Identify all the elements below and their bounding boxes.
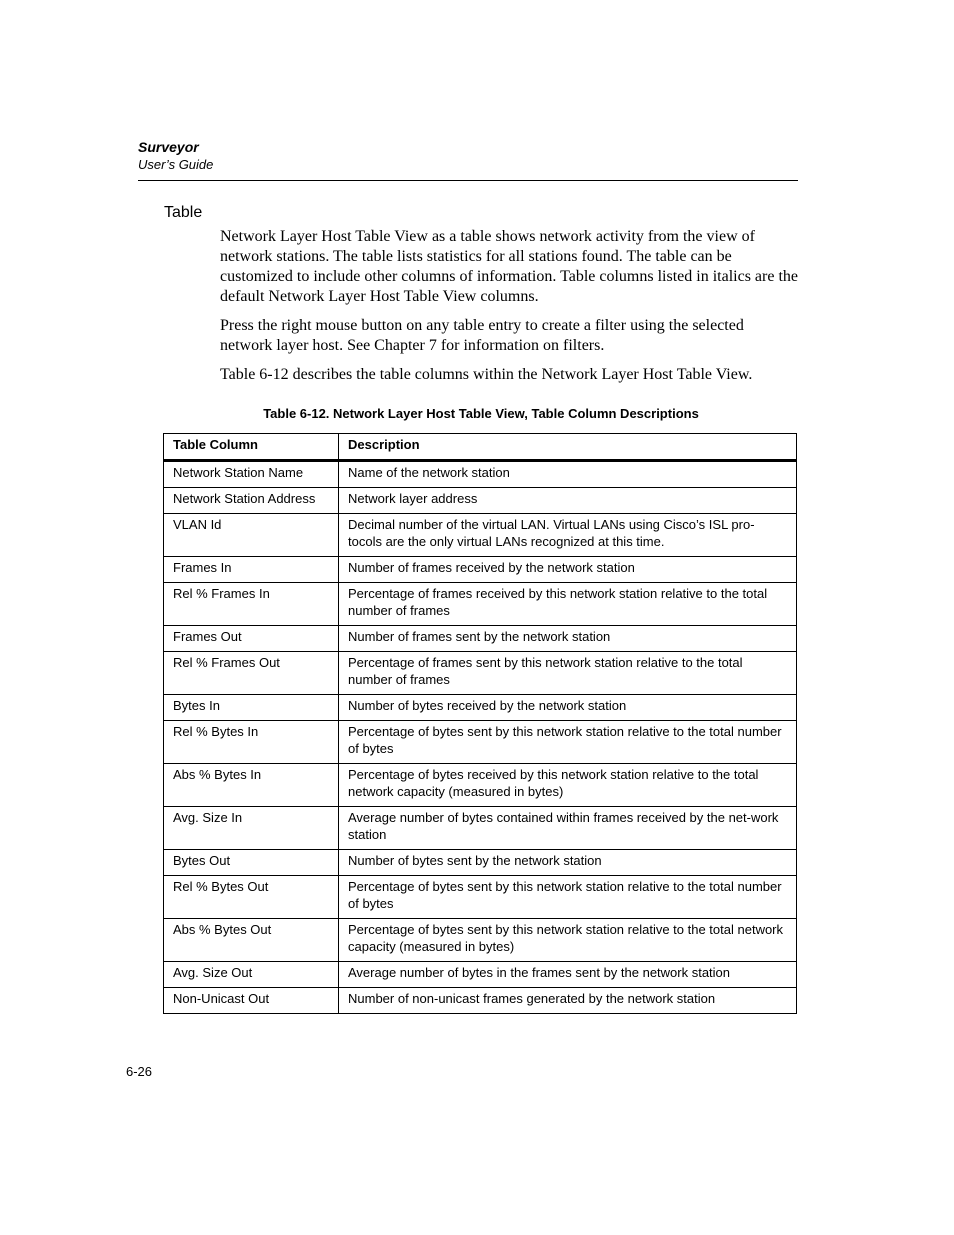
- column-name-cell: Frames Out: [164, 626, 339, 652]
- column-description-table: [163, 433, 797, 1014]
- table-row: [164, 461, 797, 488]
- column-name-cell: Abs % Bytes Out: [164, 919, 339, 962]
- column-name-cell: Rel % Bytes Out: [164, 876, 339, 919]
- running-header: [138, 139, 798, 173]
- description-cell: Percentage of bytes sent by this network station relative to the total network capacity (measured in bytes): [339, 919, 797, 962]
- table-row: [164, 988, 797, 1014]
- column-name-cell: Rel % Frames In: [164, 583, 339, 626]
- description-cell: Percentage of frames received by this network station relative to the total number of frames: [339, 583, 797, 626]
- table-row: [164, 514, 797, 557]
- table-row: [164, 721, 797, 764]
- description-cell: Percentage of bytes sent by this network station relative to the total number of bytes: [339, 876, 797, 919]
- paragraph: Press the right mouse button on any table entry to create a filter using the selected network layer host. See Chapter 7 for information on filters.: [220, 317, 744, 354]
- header-description: Description: [339, 434, 797, 461]
- table-row: [164, 807, 797, 850]
- description-cell: Number of frames sent by the network station: [339, 626, 797, 652]
- description-cell: Number of non-unicast frames generated by the network station: [339, 988, 797, 1014]
- paragraph: Table 6-12 describes the table columns within the Network Layer Host Table View.: [220, 366, 753, 383]
- table-row: [164, 652, 797, 695]
- column-name-cell: Bytes Out: [164, 850, 339, 876]
- table-row: [164, 876, 797, 919]
- description-cell: Network layer address: [339, 488, 797, 514]
- table-row: [164, 695, 797, 721]
- description-cell: Number of frames received by the network station: [339, 557, 797, 583]
- table-row: [164, 850, 797, 876]
- table-caption: Table 6-12. Network Layer Host Table View, Table Column Descriptions: [263, 406, 699, 421]
- table-row: [164, 488, 797, 514]
- document-title: Surveyor: [138, 139, 199, 155]
- description-cell: Number of bytes received by the network station: [339, 695, 797, 721]
- description-cell: Number of bytes sent by the network station: [339, 850, 797, 876]
- body-text: [220, 227, 798, 394]
- paragraph: Network Layer Host Table View as a table shows network activity from the view of network stations. The table lists statistics for all stations found. The table can be customized to include other columns of information. Table columns listed in italics are the default Network Layer Host Table View columns.: [220, 228, 798, 305]
- header-divider: [138, 180, 798, 181]
- table-row: [164, 962, 797, 988]
- column-name-cell: Abs % Bytes In: [164, 764, 339, 807]
- description-cell: Average number of bytes contained within frames received by the net-work station: [339, 807, 797, 850]
- description-cell: Name of the network station: [339, 461, 797, 488]
- column-name-cell: Avg. Size In: [164, 807, 339, 850]
- description-cell: Decimal number of the virtual LAN. Virtual LANs using Cisco’s ISL pro-tocols are the only virtual LANs recognized at this time.: [339, 514, 797, 557]
- table-row: [164, 919, 797, 962]
- header-table-column: Table Column: [164, 434, 339, 461]
- page-number: 6-26: [126, 1064, 153, 1079]
- description-cell: Average number of bytes in the frames sent by the network station: [339, 962, 797, 988]
- table-row: [164, 626, 797, 652]
- column-name-cell: Network Station Name: [164, 461, 339, 488]
- table-header-row: [164, 434, 797, 461]
- column-name-cell: Bytes In: [164, 695, 339, 721]
- column-name-cell: Frames In: [164, 557, 339, 583]
- table-row: [164, 583, 797, 626]
- column-name-cell: Network Station Address: [164, 488, 339, 514]
- description-cell: Percentage of frames sent by this network station relative to the total number of frames: [339, 652, 797, 695]
- table-row: [164, 557, 797, 583]
- description-cell: Percentage of bytes sent by this network station relative to the total number of bytes: [339, 721, 797, 764]
- column-name-cell: Rel % Bytes In: [164, 721, 339, 764]
- table-row: [164, 764, 797, 807]
- column-name-cell: VLAN Id: [164, 514, 339, 557]
- section-heading: Table: [164, 204, 203, 221]
- column-name-cell: Rel % Frames Out: [164, 652, 339, 695]
- column-name-cell: Avg. Size Out: [164, 962, 339, 988]
- column-name-cell: Non-Unicast Out: [164, 988, 339, 1014]
- document-subtitle: User’s Guide: [138, 157, 214, 172]
- description-cell: Percentage of bytes received by this network station relative to the total network capacity (measured in bytes): [339, 764, 797, 807]
